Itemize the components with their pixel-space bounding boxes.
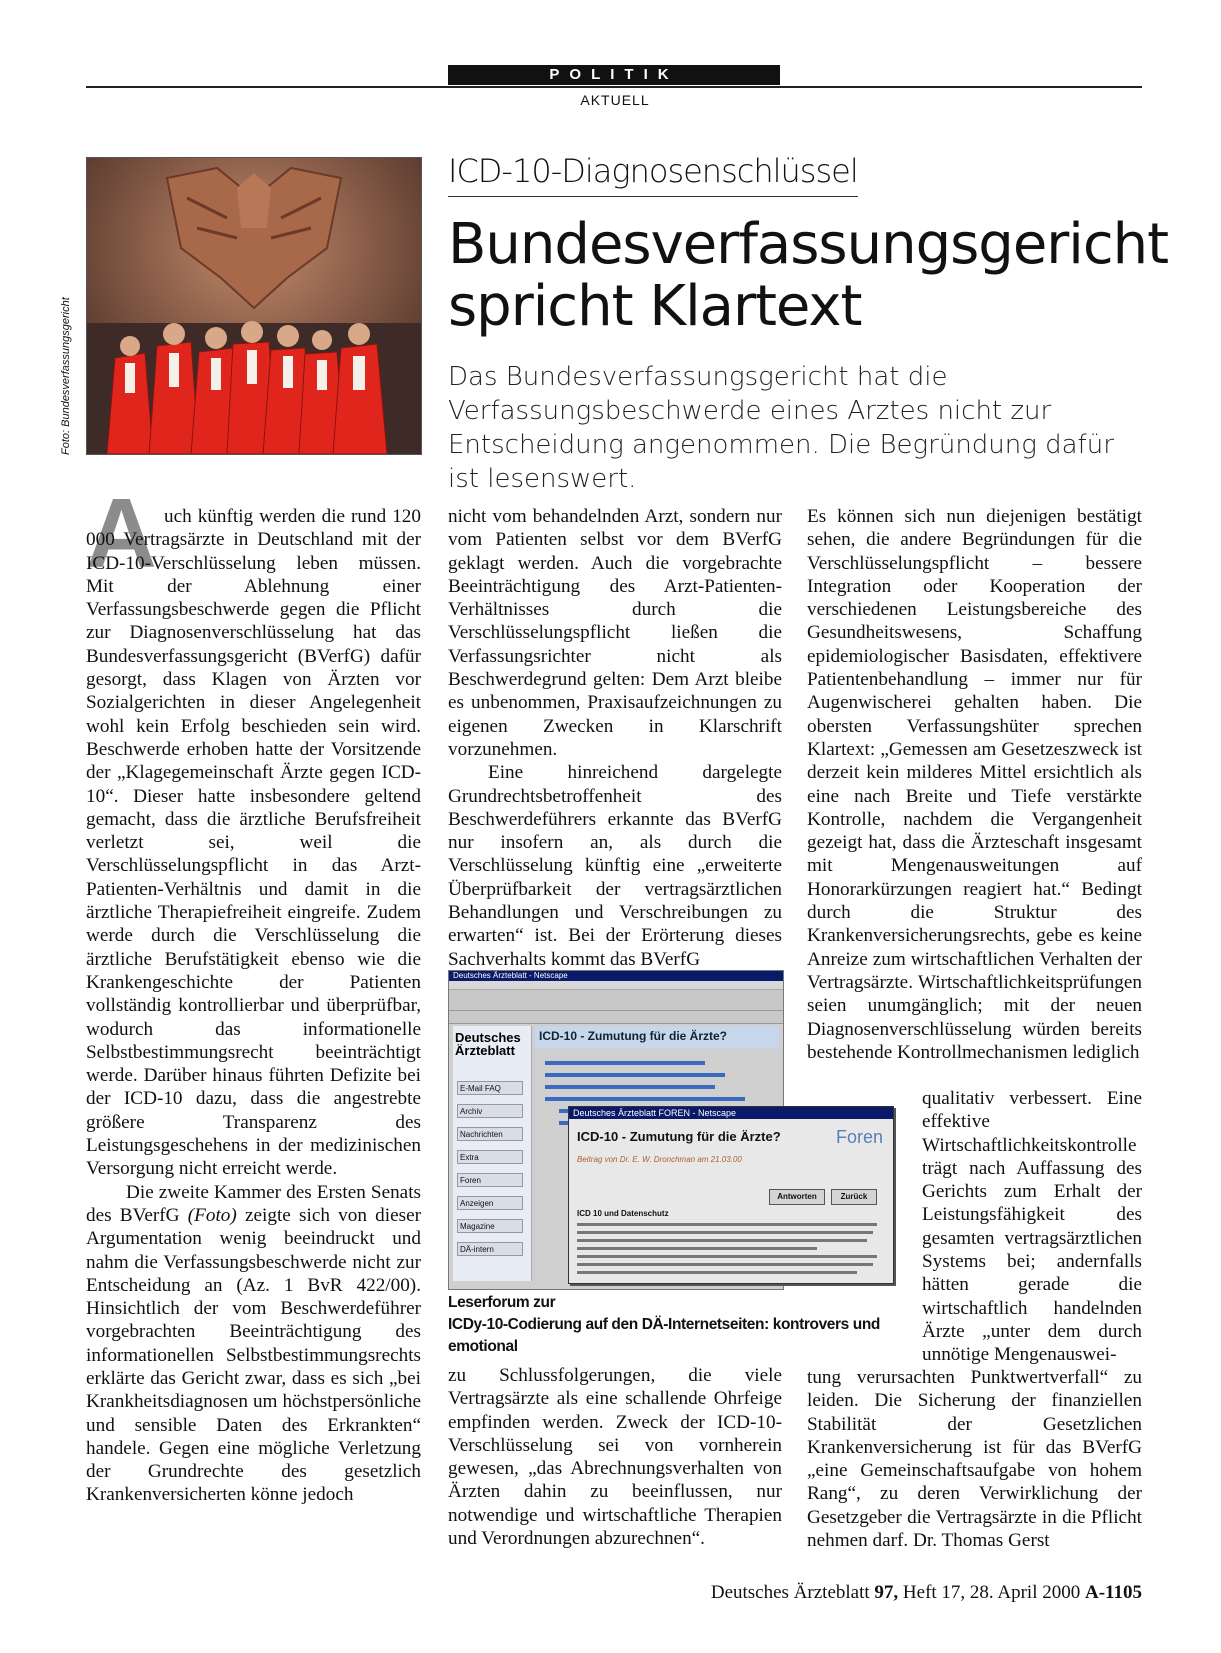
sidebar-item: Extra xyxy=(457,1150,523,1164)
popup-titlebar: Deutsches Ärzteblatt FOREN - Netscape xyxy=(569,1107,893,1119)
figure-caption xyxy=(448,1292,908,1358)
text-line xyxy=(577,1231,873,1234)
paragraph: Es können sich nun diejenigen bestätigt sehen, die andere Begründungen für die Verschlüsselungspflicht – bessere Integration oder Kooperation der verschiedenen Leistungsbereiche des Gesundheitswesens, Schaffung epidemiologischer Basisdaten, effektivere Patientenbehandlung – immer nur für Augenwischerei gehalten haben. Die obersten Verfassungshüter sprechen Klartext: „Gemessen am Gesetzeszweck ist derzeit kein milderes Mittel ersichtlich als eine nach Breite und Tiefe verstärkte Kontrolle, nachdem die Vergangenheit gezeigt hat, dass die Ärzteschaft insgesamt mit Mengenausweitungen auf Honorarkürzungen reagiert hat.“ Bedingt durch die Struktur des Krankenversicherungsrechts, gebe es keine Anreize zum wirtschaftlichen Verhalten der Vertragsärzte. Wirtschaftlichkeitsprüfungen seien unumgänglich; mit der neuen Diagnosenverschlüsselung würden bereits bestehende Kontrollmechanismen lediglich xyxy=(807,506,1142,1063)
sidebar-item: Anzeigen xyxy=(457,1196,523,1210)
thread-link xyxy=(545,1061,705,1065)
text-line xyxy=(577,1239,867,1242)
text-line xyxy=(577,1263,873,1266)
popup-subject: ICD 10 und Datenschutz xyxy=(577,1209,669,1218)
sidebar-item: Archiv xyxy=(457,1104,523,1118)
text-line xyxy=(577,1255,877,1258)
reply-button: Antworten xyxy=(769,1189,825,1205)
court-photo xyxy=(86,157,422,455)
column-3-middle xyxy=(922,1087,1142,1367)
browser-menubar xyxy=(449,981,783,990)
sidebar-item: Nachrichten xyxy=(457,1127,523,1141)
popup-heading: ICD-10 - Zumutung für die Ärzte? xyxy=(577,1129,781,1144)
sidebar-item: Foren xyxy=(457,1173,523,1187)
paragraph: tung verursachten Punktwertverfall“ zu leiden. Die Sicherung der finanziellen Stabilität der Gesetzlichen Krankenversicherung ist für das BVerfG „eine Gemeinschaftsaufgabe von hohem Rang“, zu deren Verwirklichung der Gesetzgeber die Vertragsärzte in die Pflicht nehmen darf. Dr. Thomas Gerst xyxy=(807,1367,1142,1552)
photo-credit: Foto: Bundesverfassungsgericht xyxy=(60,297,72,455)
site-logo: Deutsches Ärzteblatt xyxy=(455,1030,521,1058)
column-3-bottom xyxy=(807,1366,1142,1552)
popup-meta: Beitrag von Dr. E. W. Dronchman am 21.03.00 xyxy=(577,1155,742,1164)
thread-link xyxy=(545,1085,715,1089)
caption-line-1: Leserforum zur xyxy=(448,1294,556,1311)
paragraph: qualitativ verbessert. Eine effektive Wirtschaftlichkeitskontrolle trägt nach Auffassung des Gerichts zum Erhalt der Leistungsfähigkeit des gesamten vertragsärztlichen Systems bei; andernfalls hätten gerade die wirtschaftlich handelnden Ärzte „unter dem durch unnötige Mengenauswei- xyxy=(922,1088,1142,1366)
article-kicker: ICD-10-Diagnosenschlüssel xyxy=(448,152,858,197)
column-3-top xyxy=(807,505,1142,1064)
page-title: ICD-10 - Zumutung für die Ärzte? xyxy=(539,1029,727,1043)
journal-name: Deutsches Ärzteblatt xyxy=(710,1582,875,1603)
browser-addressbar xyxy=(449,1011,783,1024)
paragraph: uch künftig werden die rund 120 000 Vertragsärzte in Deutschland mit der ICD-10-Verschlüsselung leben müssen. Mit der Ablehnung einer Verfassungsbeschwerde gegen die Pflicht zur Diagnosenverschlüsselung hat das Bundesverfassungsgericht (BVerfG) dafür gesorgt, dass Klagen von Ärzten vor Sozialgerichten in dieser Angelegenheit wohl kein Erfolg beschieden sein wird. Beschwerde erhoben hatte der Vorsitzende der „Klagegemeinschaft Ärzte gegen ICD-10“. Dieser hatte insbesondere geltend gemacht, dass die ärztliche Berufsfreiheit verletzt sei, weil die Verschlüsselungspflicht in das Arzt-Patienten-Verhältnis und damit in die ärztliche Therapiefreiheit eingreife. Zudem werde durch die Verschlüsselung die ärztliche Berufstätigkeit ebenso wie die Krankengeschichte der Patienten vollständig kontrollierbar und überprüfbar, wodurch das informationelle Selbstbestimmungsrecht beeinträchtigt werde. Darüber hinaus führten Defizite bei der ICD-10 dazu, dass die angestrebte größere Transparenz des Leistungsgeschehens in der medizinischen Versorgung nicht erreicht werde. xyxy=(86,506,421,1180)
paragraph: Eine hinreichend dargelegte Grundrechtsbetroffenheit des Beschwerdeführers erkannte das BVerfG nur insofern an, als durch die Verschlüsselung künftig eine „erweiterte Überprüfbarkeit der vertragsärztlichen Behandlungen und Verschreibungen zu erwarten“ ist. Bei der Erörterung dieses Sachverhalts kommt das BVerfG xyxy=(448,762,782,970)
sidebar-item: DÄ-intern xyxy=(457,1242,523,1256)
headline-line-1: Bundesverfassungsgericht xyxy=(448,212,1169,277)
text-line xyxy=(577,1247,817,1250)
browser-titlebar: Deutsches Ärzteblatt - Netscape xyxy=(449,971,783,981)
thread-link xyxy=(545,1097,745,1101)
caption-line-2: ICDy-10-Codierung auf den DÄ-Internetseiten: kontrovers und emotional xyxy=(448,1316,880,1355)
sidebar-item: E-Mail FAQ xyxy=(457,1081,523,1095)
page-footer xyxy=(640,1582,1142,1604)
headline-line-2: spricht Klartext xyxy=(448,274,862,339)
thread-link xyxy=(545,1073,725,1077)
sidebar-item: Magazine xyxy=(457,1219,523,1233)
text-line xyxy=(577,1271,857,1274)
forum-popup-window xyxy=(568,1106,894,1284)
browser-toolbar xyxy=(449,990,783,1011)
paragraph: nicht vom behandelnden Arzt, sondern nur vom Patienten selbst vor dem BVerfG geklagt werden. Auch die vorgebrachte Beeinträchtigung des Arzt-Patienten-Verhältnisses durch die Verschlüsselungspflicht ließen die Verfassungsrichter nicht als Beschwerdegrund gelten: Dem Arzt bleibe es unbenommen, Praxisaufzeichnungen zu eigenen Zwecken in Klarschrift vorzunehmen. xyxy=(448,506,782,760)
header-rule xyxy=(86,86,1142,88)
column-2-top xyxy=(448,505,782,971)
photo-reference: (Foto) xyxy=(187,1204,237,1226)
drop-cap: A xyxy=(86,478,157,588)
back-button: Zurück xyxy=(831,1189,877,1205)
page-number: A-1105 xyxy=(1085,1582,1142,1603)
article-lead: Das Bundesverfassungsgericht hat die Verfassungsbeschwerde eines Arztes nicht zur Entscheidung angenommen. Die Begründung dafür ist lesenswert. xyxy=(448,362,1114,494)
issue-info: Heft 17, 28. April 2000 xyxy=(898,1582,1085,1603)
text-line xyxy=(577,1223,877,1226)
column-2-bottom xyxy=(448,1364,782,1550)
section-sublabel: AKTUELL xyxy=(580,92,650,108)
article-headline xyxy=(448,212,1169,339)
paragraph: Die zweite Kammer des Ersten Senats des BVerfG (Foto) zeigte sich von dieser Argumentation wenig beeindruckt und nahm die Verfassungsbeschwerde nicht zur Entscheidung an (Az. 1 BvR 422/00). Hinsichtlich der vom Beschwerdeführer vorgebrachten Beeinträchtigung des informationellen Selbstbestimmungsrechts erklärte das Gericht zwar, dass es sich „bei Krankheitsdiagnosen um höchstpersönliche und sensible Daten des Erkrankten“ handele. Gegen eine mögliche Verletzung der Grundrechte des gesetzlich Krankenversicherten könne jedoch xyxy=(86,1181,422,1506)
volume: 97, xyxy=(874,1582,899,1603)
column-1 xyxy=(86,505,421,1507)
popup-brand: Foren xyxy=(835,1127,883,1147)
paragraph: zu Schlussfolgerungen, die viele Vertragsärzte als eine schallende Ohrfeige empfinden werden. Zweck der ICD-10-Verschlüsselung sei von vornherein gewesen, „das Abrechnungsverhalten von Ärzten dahin zu beeinflussen, nur notwendige und wirtschaftliche Therapien und Verordnungen abzurechnen“. xyxy=(448,1365,782,1550)
section-label: POLITIK xyxy=(448,65,780,85)
